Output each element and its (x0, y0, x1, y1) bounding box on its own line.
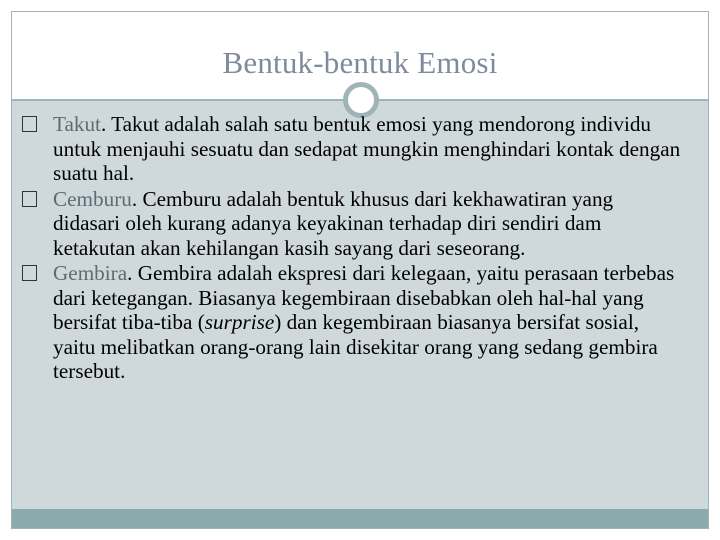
slide-title: Bentuk-bentuk Emosi (222, 45, 498, 80)
list-item-cemburu (22, 187, 682, 261)
square-bullet-icon (22, 116, 37, 132)
item-text-before: . Gembira adalah ekspresi dari kelegaan, yaitu perasaan terbebas dari ketegangan. Biasanya kegembiraan disebabkan oleh hal-hal yang bersifat tiba-tiba ( (53, 261, 675, 334)
item-term: Takut (53, 112, 101, 136)
item-text: . Takut adalah salah satu bentuk emosi yang mendorong individu untuk menjauhi sesuatu dan sedapat mungkin menghindari kontak dengan suatu hal. (53, 112, 681, 185)
square-bullet-icon (22, 191, 37, 207)
item-term: Gembira (53, 261, 128, 285)
footer-bar (12, 509, 708, 528)
item-text: . Cemburu adalah bentuk khusus dari kekhawatiran yang didasari oleh kurang adanya keyakinan terhadap diri sendiri dam ketakutan akan kehilangan kasih sayang dari seseorang. (53, 186, 614, 260)
list-item-gembira (22, 261, 682, 384)
item-emphasis: surprise (204, 310, 275, 334)
square-bullet-icon (22, 265, 37, 281)
item-term: Cemburu (53, 186, 132, 211)
item-text-after: ) dan kegembiraan biasanya bersifat sosial, yaitu melibatkan orang-orang lain disekitar orang yang sedang gembira tersebut. (53, 310, 658, 383)
bullet-list (22, 112, 682, 385)
list-item-takut (22, 112, 682, 186)
